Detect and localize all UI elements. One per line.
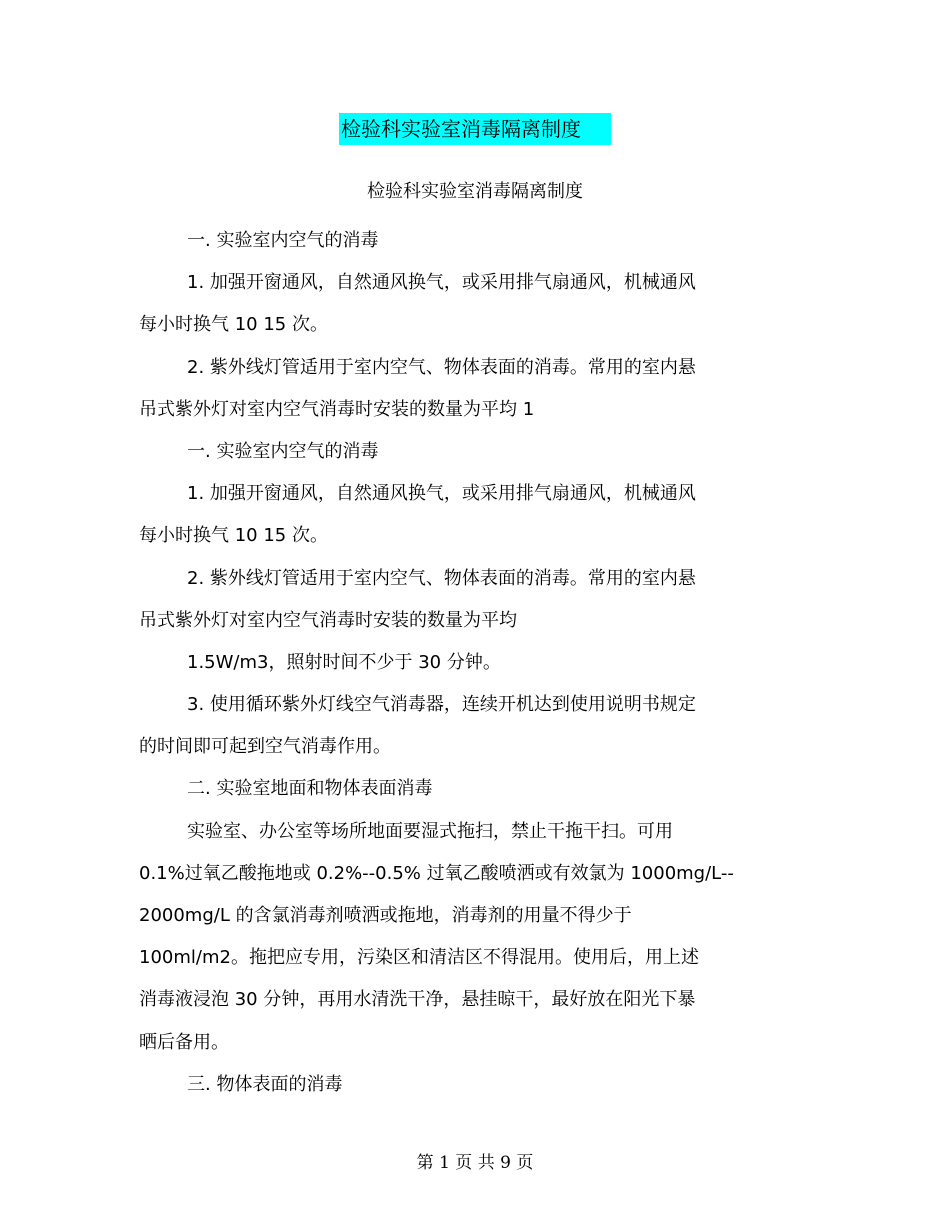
text-line: 晒后备用。 (139, 1031, 229, 1053)
text-line: 消毒液浸泡 30 分钟，再用水清洗干净，悬挂晾干，最好放在阳光下暴 (139, 989, 696, 1011)
text-line: 三. 物体表面的消毒 (187, 1073, 343, 1095)
text-line: 实验室、办公室等场所地面要湿式拖扫，禁止干拖干扫。可用 (187, 820, 673, 842)
text-line: 吊式紫外灯对室内空气消毒时安装的数量为平均 1 (139, 398, 535, 420)
document-title: 检验科实验室消毒隔离制度 (339, 113, 611, 145)
text-line: 2000mg/L 的含氯消毒剂喷洒或拖地，消毒剂的用量不得少于 (139, 905, 632, 926)
text-line: 一. 实验室内空气的消毒 (187, 230, 379, 251)
text-line: 1. 加强开窗通风，自然通风换气，或采用排气扇通风，机械通风 (187, 483, 696, 505)
text-line: 2. 紫外线灯管适用于室内空气、物体表面的消毒。常用的室内悬 (187, 356, 696, 378)
text-line: 吊式紫外灯对室内空气消毒时安装的数量为平均 (139, 609, 517, 631)
text-line: 1.5W/m3，照射时间不少于 30 分钟。 (187, 651, 501, 673)
document-body (139, 220, 819, 1106)
text-line: 的时间即可起到空气消毒作用。 (139, 736, 391, 758)
text-line: 3. 使用循环紫外灯线空气消毒器，连续开机达到使用说明书规定 (187, 694, 696, 716)
text-line: 2. 紫外线灯管适用于室内空气、物体表面的消毒。常用的室内悬 (187, 567, 696, 589)
text-line: 100ml/m2。拖把应专用，污染区和清洁区不得混用。使用后，用上述 (139, 947, 699, 969)
text-line: 二. 实验室地面和物体表面消毒 (187, 778, 433, 800)
text-line: 一. 实验室内空气的消毒 (187, 440, 379, 462)
text-line: 1. 加强开窗通风，自然通风换气，或采用排气扇通风，机械通风 (187, 272, 696, 294)
title-area (0, 113, 950, 145)
document-subtitle: 检验科实验室消毒隔离制度 (367, 181, 583, 202)
text-line: 每小时换气 10 15 次。 (139, 314, 328, 336)
text-line: 每小时换气 10 15 次。 (139, 525, 328, 547)
text-line: 0.1%过氧乙酸拖地或 0.2%--0.5% 过氧乙酸喷洒或有效氯为 1000mg/L-- (139, 862, 734, 884)
page-footer: 第 1 页 共 9 页 (416, 1153, 534, 1173)
